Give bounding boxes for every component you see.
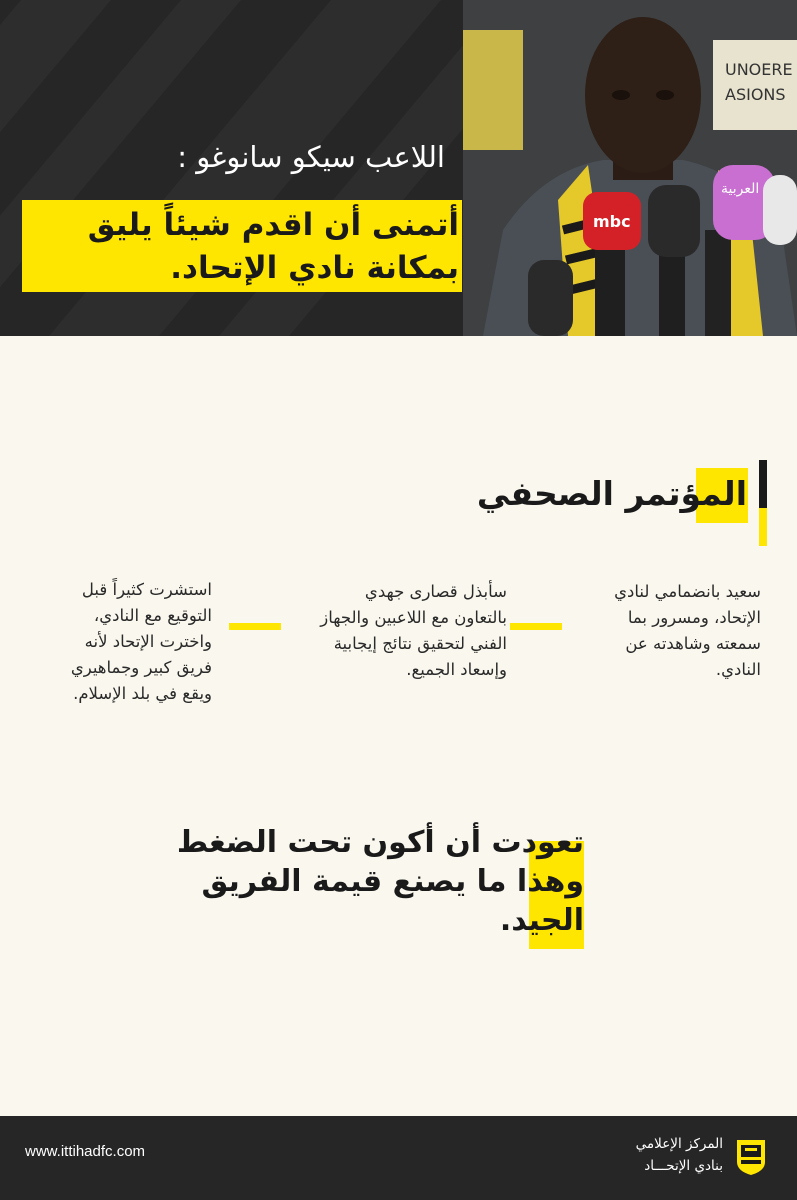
headline-line-1: أتمنى أن اقدم شيئاً يليق [87, 207, 459, 243]
quote-line: ويقع في بلد الإسلام. [73, 684, 212, 703]
website-link[interactable]: www.ittihadfc.com [25, 1143, 146, 1160]
svg-text:ASIONS: ASIONS [725, 85, 786, 104]
quote-column-1 [561, 579, 761, 683]
quote-line: فريق كبير وجماهيري [70, 658, 212, 677]
media-center-line: بنادي الإتحـــاد [644, 1158, 723, 1174]
svg-text:العربية: العربية [721, 181, 760, 197]
quote-line: واخترت الإتحاد لأنه [84, 632, 212, 651]
quote-line: وإسعاد الجميع. [406, 660, 507, 679]
media-center-label [636, 1133, 723, 1177]
header-banner [0, 0, 797, 336]
quote-line: التوقيع مع النادي، [93, 606, 212, 625]
quote-line: الإتحاد، ومسرور بما [627, 608, 761, 627]
quote-line: سمعته وشاهدته عن [625, 634, 761, 653]
quote-column-3 [27, 577, 212, 707]
section-title: المؤتمر الصحفي [476, 474, 747, 513]
highlight-quote-line-3: الجيد. [499, 903, 584, 938]
quote-line: بالتعاون مع اللاعبين والجهاز [320, 608, 507, 627]
quote-connector [229, 623, 281, 630]
media-center-line: المركز الإعلامي [635, 1136, 723, 1152]
player-photo [463, 0, 797, 336]
footer [0, 1116, 797, 1200]
quote-line: النادي. [715, 660, 761, 679]
quote-line: الفني لتحقيق نتائج إيجابية [333, 634, 507, 653]
highlight-quote-line-2: وهذا ما يصنع قيمة الفريق [201, 864, 584, 899]
quote-column-2 [282, 579, 507, 683]
highlight-quote-line-1: تعودت أن أكون تحت الضغط [176, 825, 584, 860]
title-accent-bar [759, 460, 767, 508]
svg-text:mbc: mbc [593, 212, 631, 231]
club-logo-icon [735, 1138, 767, 1176]
title-accent-bar-yellow [759, 508, 767, 546]
svg-text:UNOERE: UNOERE [725, 60, 793, 79]
headline-label: اللاعب سيكو سانوغو : [177, 140, 445, 174]
quote-connector [510, 623, 562, 630]
quote-line: سعيد بانضمامي لنادي [614, 582, 761, 601]
quote-line: استشرت كثيراً قبل [81, 580, 212, 599]
quote-line: سأبذل قصارى جهدي [364, 582, 507, 601]
headline-line-2: بمكانة نادي الإتحاد. [170, 250, 459, 286]
